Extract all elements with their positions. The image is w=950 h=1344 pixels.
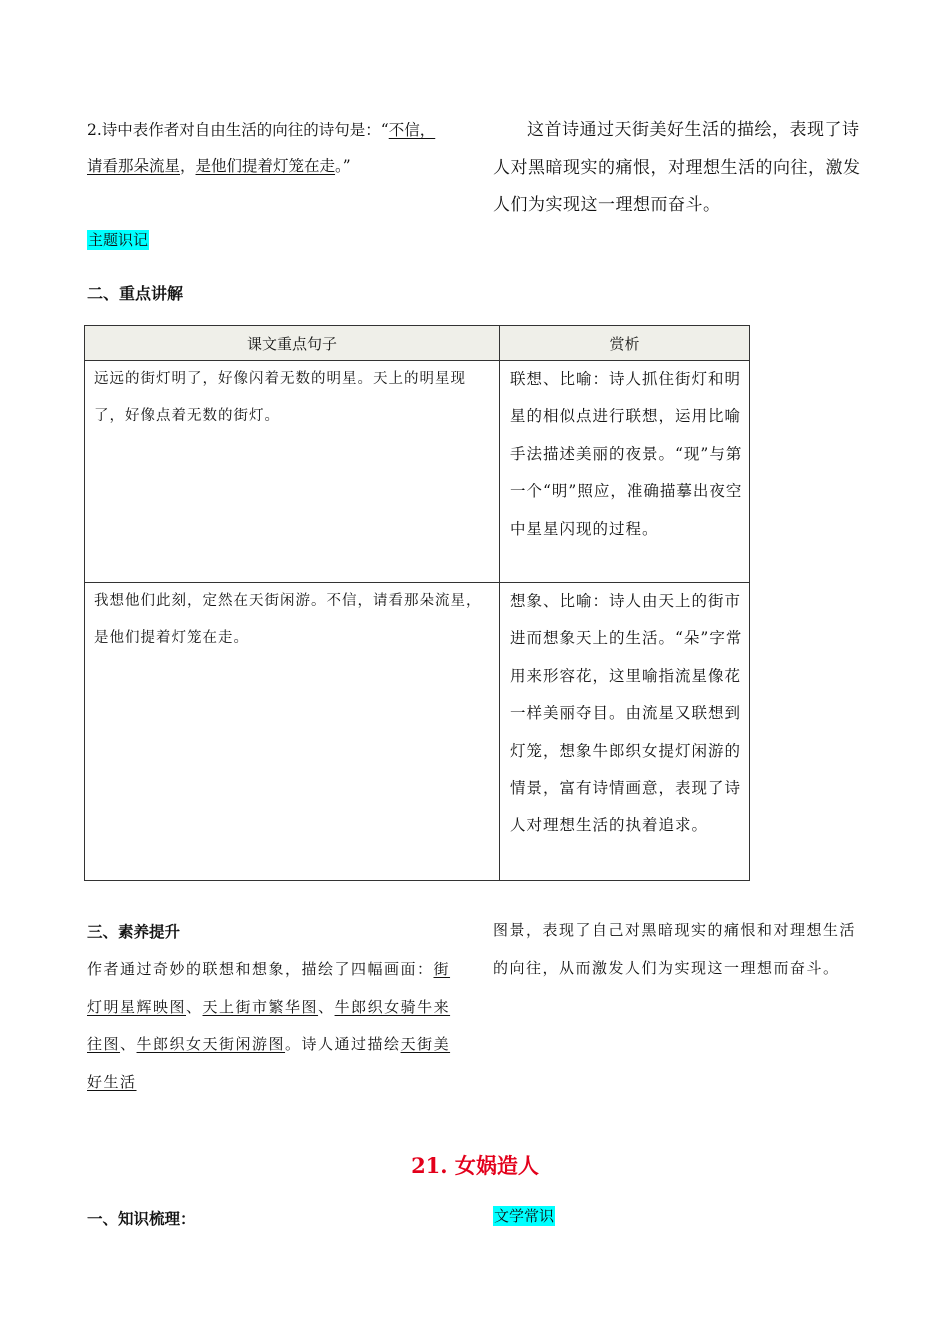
poem-line-question bbox=[87, 112, 477, 184]
picture-separator: 、 bbox=[120, 1035, 137, 1053]
question-lead: 2.诗中表作者对自由生活的向往的诗句是：“ bbox=[87, 121, 389, 139]
literacy-paragraph-left bbox=[87, 951, 463, 1101]
theme-label: 主题识记 bbox=[88, 231, 149, 249]
theme-summary-paragraph: 这首诗通过天街美好生活的描绘，表现了诗人对黑暗现实的痛恨，对理想生活的向往，激发人们为实现这一理想而奋斗。 bbox=[493, 120, 861, 215]
table-row bbox=[85, 361, 750, 583]
knowledge-heading: 一、知识梳理： bbox=[87, 1210, 196, 1228]
quote-part-1: 不信， bbox=[388, 121, 436, 139]
table-header-row bbox=[85, 326, 750, 361]
table-header-sentence: 课文重点句子 bbox=[85, 326, 500, 361]
section-2-heading: 二、重点讲解 bbox=[87, 284, 184, 303]
theme-label-wrap bbox=[87, 229, 149, 250]
table-row bbox=[85, 583, 750, 881]
picture-separator: 、 bbox=[318, 997, 335, 1016]
table-cell-analysis: 联想、比喻：诗人抓住街灯和明星的相似点进行联想，运用比喻手法描述美丽的夜景。“现”与第一个“明”照应，准确描摹出夜空中星星闪现的过程。 bbox=[500, 361, 750, 583]
heavenly-street-life: 天街美好生活 bbox=[87, 1035, 451, 1091]
key-sentences-table bbox=[84, 325, 750, 881]
picture-3: 牛郎织女骑牛来往图 bbox=[87, 997, 451, 1053]
picture-4: 牛郎织女天街闲游图 bbox=[136, 1035, 286, 1053]
quote-part-2: 请看那朵流星 bbox=[87, 157, 181, 175]
quote-separator: ， bbox=[180, 157, 196, 175]
picture-1: 街灯明星辉映图 bbox=[87, 960, 451, 1016]
quote-tail: 。” bbox=[335, 157, 351, 175]
table-cell-sentence: 远远的街灯明了，好像闪着无数的明星。天上的明星现了，好像点着无数的街灯。 bbox=[85, 361, 500, 583]
lesson-title: 21. 女娲造人 bbox=[411, 1153, 539, 1178]
picture-separator: 、 bbox=[186, 997, 203, 1016]
picture-2: 天上街市繁华图 bbox=[202, 997, 319, 1016]
literacy-paragraph-right: 图景，表现了自己对黑暗现实的痛恨和对理想生活的向往，从而激发人们为实现这一理想而奋斗。 bbox=[493, 921, 857, 977]
table-cell-analysis: 想象、比喻：诗人由天上的街市进而想象天上的生活。“朵”字常用来形容花，这里喻指流星像花一样美丽夺目。由流星又联想到灯笼，想象牛郎织女提灯闲游的情景，富有诗情画意，表现了诗人对理想生活的执着追求。 bbox=[500, 583, 750, 881]
literacy-mid: 。诗人通过描绘 bbox=[285, 1035, 401, 1053]
table-header-analysis: 赏析 bbox=[500, 326, 750, 361]
section-3-heading: 三、素养提升 bbox=[87, 923, 181, 941]
literary-label: 文学常识 bbox=[494, 1207, 555, 1225]
literacy-intro: 作者通过奇妙的联想和想象，描绘了四幅画面： bbox=[87, 960, 434, 978]
table-cell-sentence: 我想他们此刻，定然在天街闲游。不信，请看那朵流星，是他们提着灯笼在走。 bbox=[85, 583, 500, 881]
literary-label-wrap bbox=[493, 1205, 555, 1226]
quote-part-3: 是他们提着灯笼在走 bbox=[195, 157, 336, 175]
